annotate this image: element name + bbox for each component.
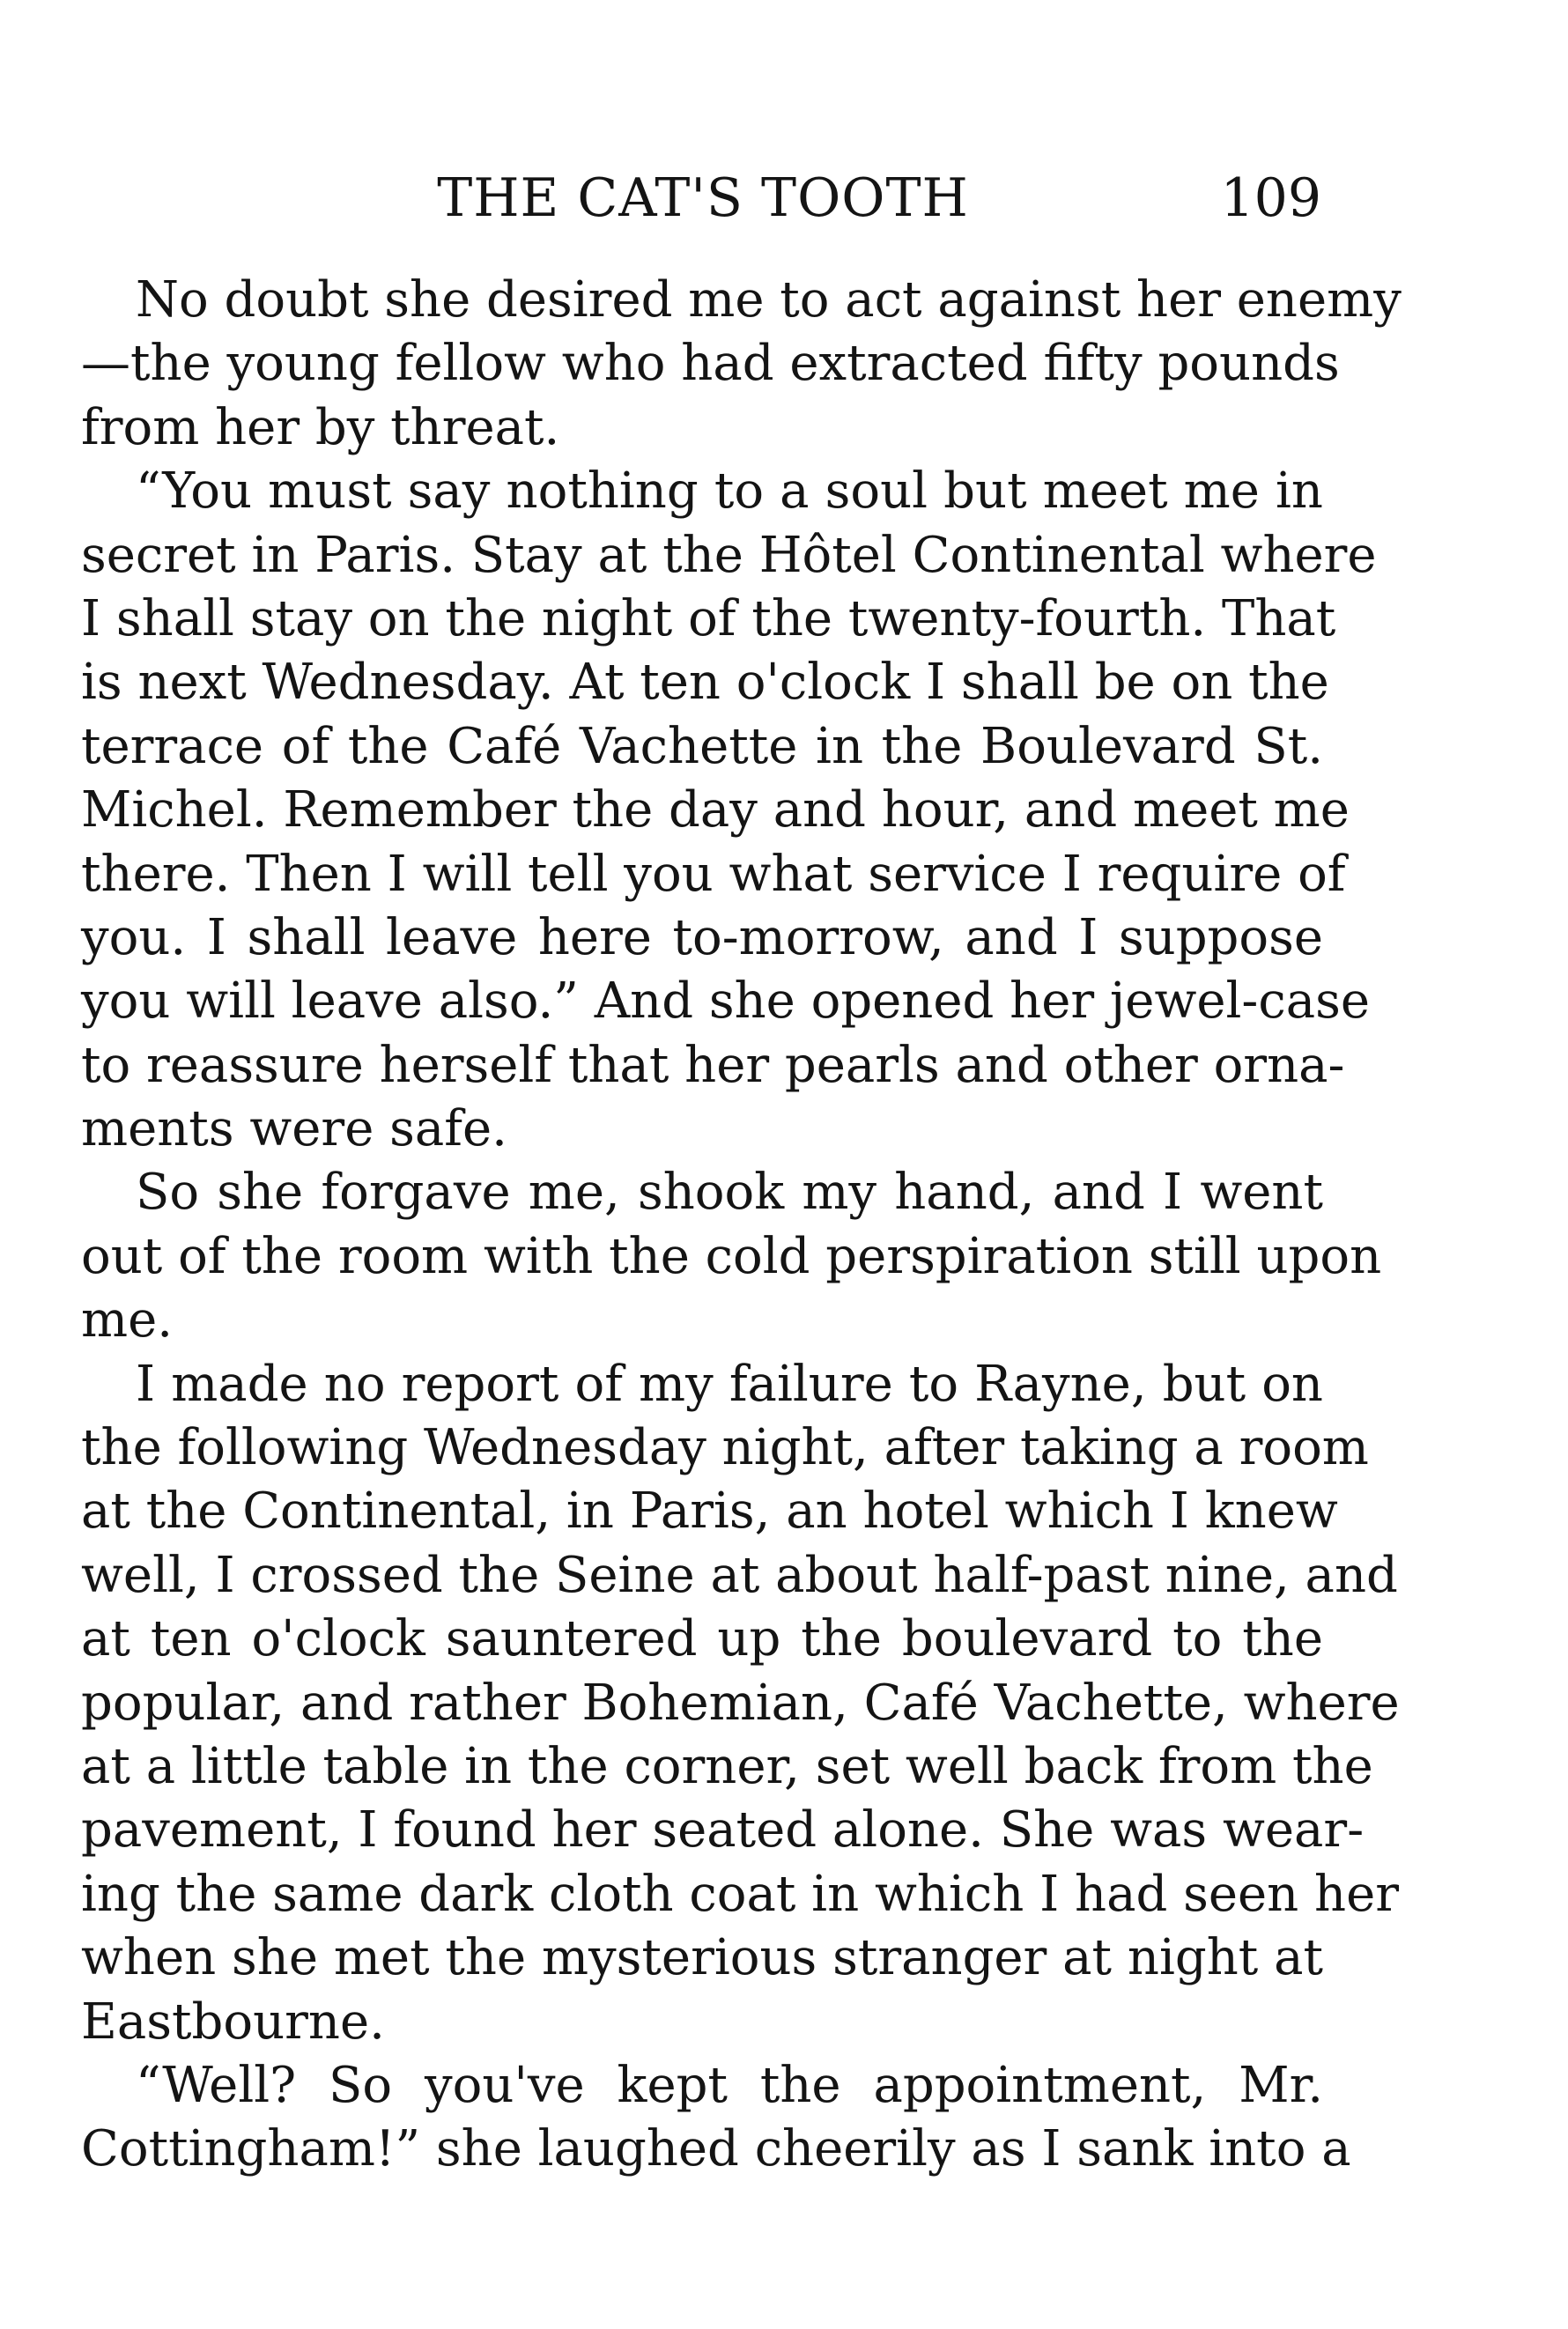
body-text: [81, 269, 1402, 2182]
running-head: [85, 163, 1321, 233]
text-line: I made no report of my failure to Rayne, but on: [136, 1355, 1323, 1413]
running-title: THE CAT'S TOOTH: [437, 167, 969, 229]
text-line: at the Continental, in Paris, an hotel which I knew: [81, 1482, 1338, 1541]
text-line: out of the room with the cold perspiration still upon: [81, 1227, 1382, 1285]
text-line: Michel. Remember the day and hour, and meet me: [81, 781, 1350, 839]
text-line: me.: [81, 1291, 174, 1349]
text-line: well, I crossed the Seine at about half-past nine, and: [81, 1546, 1398, 1604]
text-line: is next Wednesday. At ten o'clock I shall be on the: [81, 654, 1329, 712]
text-line: you. I shall leave here to-morrow, and I suppose: [81, 908, 1323, 966]
text-line: to reassure herself that her pearls and other orna-: [81, 1036, 1345, 1094]
text-line: from her by threat.: [81, 398, 560, 456]
text-line: pavement, I found her seated alone. She was wear-: [81, 1801, 1365, 1860]
text-line: secret in Paris. Stay at the Hôtel Continental where: [81, 526, 1377, 584]
text-line: ments were safe.: [81, 1100, 507, 1158]
text-line: Eastbourne.: [81, 1993, 385, 2051]
text-line: “You must say nothing to a soul but meet me in: [136, 462, 1323, 521]
text-line: terrace of the Café Vachette in the Boulevard St.: [81, 717, 1323, 775]
text-line: —the young fellow who had extracted fifty pounds: [81, 335, 1340, 393]
text-line: “Well? So you've kept the appointment, Mr.: [136, 2056, 1323, 2114]
page-number: 109: [1220, 167, 1321, 229]
text-line: there. Then I will tell you what service I require of: [81, 845, 1346, 903]
text-line: when she met the mysterious stranger at night at: [81, 1929, 1323, 1987]
text-line: No doubt she desired me to act against her enemy: [136, 271, 1402, 329]
text-line: Cottingham!” she laughed cheerily as I sank into a: [81, 2120, 1351, 2178]
text-line: the following Wednesday night, after taking a room: [81, 1419, 1369, 1477]
text-line: at a little table in the corner, set well back from the: [81, 1737, 1373, 1795]
text-line: at ten o'clock sauntered up the boulevard to the: [81, 1610, 1323, 1668]
text-line: So she forgave me, shook my hand, and I went: [136, 1164, 1323, 1222]
text-line: ing the same dark cloth coat in which I had seen her: [81, 1865, 1399, 1923]
text-line: you will leave also.” And she opened her jewel-case: [81, 972, 1370, 1031]
text-line: popular, and rather Bohemian, Café Vachette, where: [81, 1674, 1400, 1732]
text-line: I shall stay on the night of the twenty-fourth. That: [81, 589, 1336, 647]
